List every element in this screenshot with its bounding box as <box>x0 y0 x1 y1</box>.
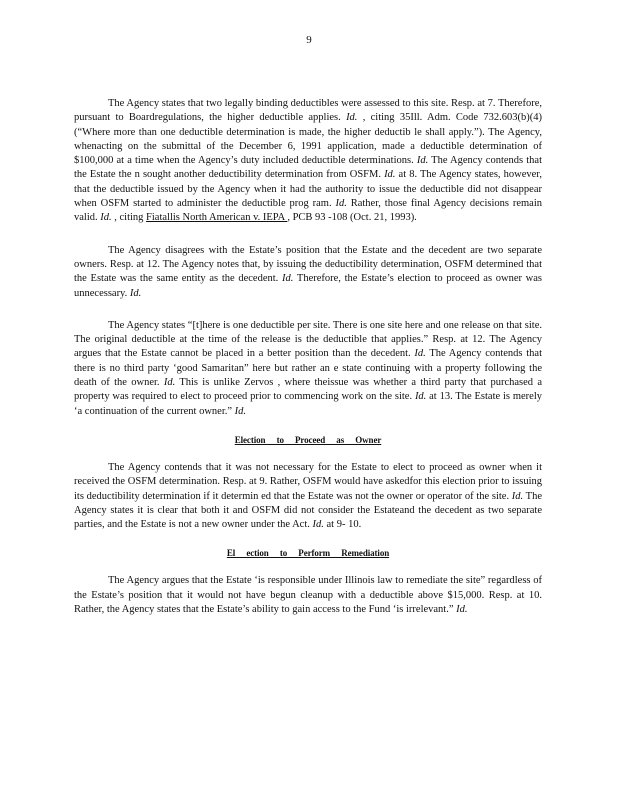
body-paragraph <box>74 244 542 301</box>
text-run: The Agency contends that there is no third party ‘good Samaritan” here but rather an e state continuing with a property following the death of the owner. <box>74 348 542 389</box>
body-paragraph <box>74 574 542 617</box>
citation-id: Id. <box>456 604 468 616</box>
text-run: The Agency states that two legally binding deductibles were assessed to this site. Resp. at 7. Therefore, pursuant to Boardregulations, the higher deductible applies. <box>74 98 542 124</box>
citation-id: Id. <box>414 391 427 403</box>
text-run: at 8. The Agency states, however, that the deductible issued by the Agency when it had the authority to issue the deductible did not disappear when OSFM started to administer the deductible prog ram. <box>74 169 542 210</box>
citation-id: Id. <box>163 377 176 389</box>
body-paragraph <box>74 97 542 226</box>
text-run: The Agency states “[t]here is one deductible per site. There is one site here and one release on that site. The original deductible at the time of the release is the deductible that applies.” Resp. at 12. The Agency argues that the Estate cannot be placed in a better position than the decedent. <box>74 319 542 360</box>
text-run: , citing 35Ill. Adm. Code 732.603(b)(4) (“Where more than one deductible determination is made, the higher deductib le shall apply.”). The Agency, whenacting on the submittal of the December 6, 1991 application, made a deductible determination of $100,000 at a time when the Agency’s duty included deductible determinations. <box>74 112 542 167</box>
document-body <box>74 97 542 635</box>
text-run: at 9- 10. <box>323 519 362 531</box>
text-run: The Agency states it is clear that both it and OSFM did not consider the Estateand the decedent as two separate parties, and the Estate is not a new owner under the Act. <box>74 490 542 531</box>
case-citation: Fiatallis North American v. IEPA <box>146 212 288 224</box>
text-run: , citing <box>111 212 147 224</box>
citation-id: Id. <box>416 155 429 167</box>
text-run: Rather, those final Agency decisions remain valid. <box>74 198 543 224</box>
section-heading: Election to Proceed as Owner <box>234 434 382 445</box>
text-run: at 13. The Estate is merely ‘a continuation of the current owner.” <box>74 391 542 417</box>
text-run: The Agency contends that the Estate the n sought another deductibility determination from OSFM. <box>74 155 542 181</box>
citation-id: Id. <box>384 169 396 181</box>
citation-id: Id. <box>100 212 112 224</box>
body-paragraph <box>74 319 542 419</box>
citation-id: Id. <box>234 405 247 417</box>
text-run: The Agency contends that it was not necessary for the Estate to elect to proceed as owner when it received the OSFM determination. Resp. at 9. Rather, OSFM would have askedfor this election prior to issuing its deductibility determination if it determin ed that the Estate was not the owner or operator of the site. <box>74 461 542 502</box>
text-run: The Agency disagrees with the Estate’s position that the Estate and the decedent are two separate owners. Resp. at 12. The Agency notes that, by issuing the deductibility determination, OSFM determined that the Estate was the same entity as the decedent. <box>74 244 542 285</box>
body-paragraph <box>74 461 542 532</box>
section-heading: El ection to Perform Remediation <box>226 548 390 559</box>
text-run: This is unlike Zervos , where theissue was whether a third party that purchased a property was required to elect to proceed prior to commencing work on the site. <box>74 377 542 403</box>
text-run: , PCB 93 -108 (Oct. 21, 1993). <box>287 212 417 224</box>
citation-id: Id. <box>282 273 294 285</box>
page-number: 9 <box>306 34 312 46</box>
citation-id: Id. <box>414 348 426 360</box>
citation-id: Id. <box>335 198 347 210</box>
citation-id: Id. <box>511 490 524 502</box>
text-run: Therefore, the Estate’s election to proceed as owner was unnecessary. <box>74 273 543 299</box>
text-run: The Agency argues that the Estate ‘is responsible under Illinois law to remediate the site” regardless of the Estate’s position that it would not have begun cleanup with a deductible above $15,000. Resp. at 10. Rather, the Agency states that the Estate’s ability to gain access to the Fund ‘is irrelevant.” <box>74 575 542 616</box>
citation-id: Id. <box>129 287 142 299</box>
citation-id: Id. <box>312 519 324 531</box>
citation-id: Id. <box>346 112 358 124</box>
